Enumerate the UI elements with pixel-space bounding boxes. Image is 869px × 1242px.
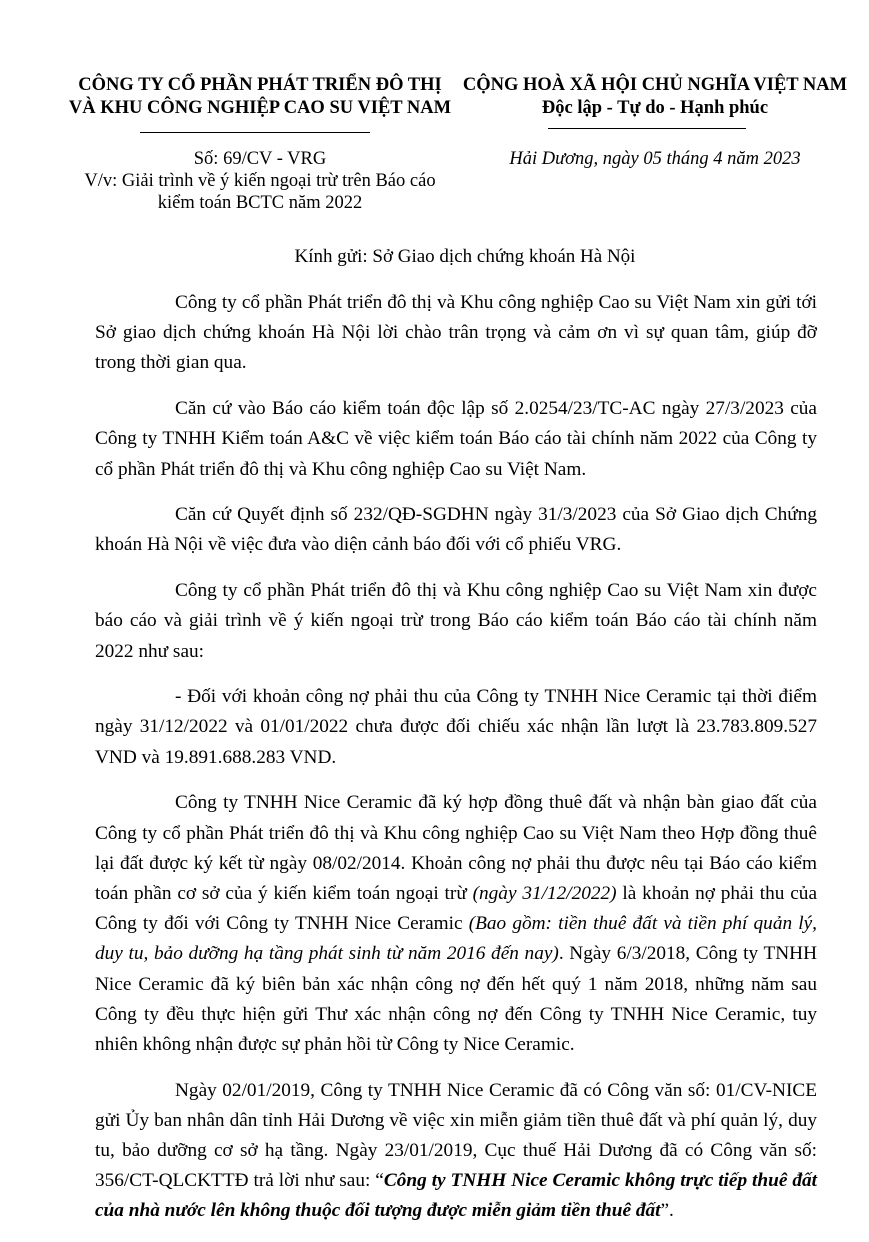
motto-underline: [548, 128, 746, 129]
text: là khoản nợ phải thu của Công ty đối với Công ty TNHH Nice Ceramic: [95, 882, 817, 935]
doc-number: Số: 69/CV - VRG: [193, 149, 327, 169]
paragraph: [95, 1076, 817, 1227]
paragraph: Căn cứ Quyết định số 232/QĐ-SGDHN ngày 31/3/2023 của Sở Giao dịch Chứng khoán Hà Nội về việc đưa vào diện cảnh báo đối với cổ phiếu VRG.: [95, 504, 817, 556]
italic-text: (ngày 31/12/2022): [472, 882, 617, 904]
quoted-text: Công ty TNHH Nice Ceramic không trực tiếp thuê đất của nhà nước lên không thuộc đối tượng được miễn giảm tiền thuê đất: [95, 1170, 818, 1222]
company-name: [40, 74, 480, 120]
paragraph: [95, 788, 817, 1060]
company-underline: [140, 132, 370, 133]
text: . Ngày 6/3/2018, Công ty TNHH Nice Ceramic đã ký biên bản xác nhận công nợ đến hết quý 1 năm 2018, những năm sau Công ty đều thực hiện gửi Thư xác nhận công nợ đến Công ty TNHH Nice Ceramic, tuy nhiên không nhận được sự phản hồi từ Công ty Nice Ceramic.: [95, 943, 817, 1055]
paragraph: Căn cứ vào Báo cáo kiểm toán độc lập số 2.0254/23/TC-AC ngày 27/3/2023 của Công ty TNHH Kiểm toán A&C về việc kiểm toán Báo cáo tài chính năm 2022 của Công ty cổ phần Phát triển đô thị và Khu công nghiệp Cao su Việt Nam.: [95, 398, 817, 480]
national-motto: [445, 74, 865, 120]
subject-line1: V/v: Giải trình về ý kiến ngoại trừ trên Báo cáo: [84, 171, 436, 191]
doc-reference: [40, 148, 480, 214]
text: Ngày 02/01/2019, Công ty TNHH Nice Ceramic đã có Công văn số: 01/CV-NICE gửi Ủy ban nhân dân tỉnh Hải Dương về việc xin miễn giảm tiền thuê đất và phí quản lý, duy tu, bảo dưỡng cơ sở hạ tầng. Ngày 23/01/2019, Cục thuế Hải Dương đã có Công văn số: 356/CT-QLCKTTĐ trả lời như sau: “: [95, 1079, 817, 1192]
paragraph: - Đối với khoản công nợ phải thu của Công ty TNHH Nice Ceramic tại thời điểm ngày 31/12/2022 và 01/01/2022 chưa được đối chiếu xác nhận lần lượt là 23.783.809.527 VND và 19.891.688.283 VND.: [95, 686, 817, 768]
italic-text: (Bao gồm: tiền thuê đất và tiền phí quản lý, duy tu, bảo dưỡng hạ tầng phát sinh từ năm 2016 đến nay): [95, 913, 817, 965]
nation-line1: CỘNG HOÀ XÃ HỘI CHỦ NGHĨA VIỆT NAM: [462, 75, 848, 95]
text: ”.: [660, 1200, 674, 1222]
recipient-greeting: Kính gửi: Sở Giao dịch chứng khoán Hà Nội: [294, 246, 636, 267]
paragraph: Công ty cổ phần Phát triển đô thị và Khu công nghiệp Cao su Việt Nam xin được báo cáo và giải trình về ý kiến ngoại trừ trong Báo cáo kiểm toán Báo cáo tài chính năm 2022 như sau:: [95, 580, 817, 662]
subject-line2: kiểm toán BCTC năm 2022: [157, 193, 363, 213]
text: Công ty TNHH Nice Ceramic đã ký hợp đồng thuê đất và nhận bàn giao đất của Công ty cổ phần Phát triển đô thị và Khu công nghiệp Cao su Việt Nam theo Hợp đồng thuê lại đất được ký kết từ ngày 08/02/2014. Khoản công nợ phải thu được nêu tại Báo cáo kiểm toán phần cơ sở của ý kiến kiểm toán ngoại trừ: [95, 792, 817, 904]
nation-line2: Độc lập - Tự do - Hạnh phúc: [541, 98, 769, 118]
letter-body: [95, 288, 817, 1242]
paragraph: Công ty cổ phần Phát triển đô thị và Khu công nghiệp Cao su Việt Nam xin gửi tới Sở giao dịch chứng khoán Hà Nội lời chào trân trọng và cảm ơn vì sự quan tâm, giúp đỡ trong thời gian qua.: [95, 292, 817, 374]
company-line2: VÀ KHU CÔNG NGHIỆP CAO SU VIỆT NAM: [68, 98, 452, 118]
company-line1: CÔNG TY CỔ PHẦN PHÁT TRIỂN ĐÔ THỊ: [78, 75, 442, 95]
place-date: Hải Dương, ngày 05 tháng 4 năm 2023: [509, 149, 801, 169]
